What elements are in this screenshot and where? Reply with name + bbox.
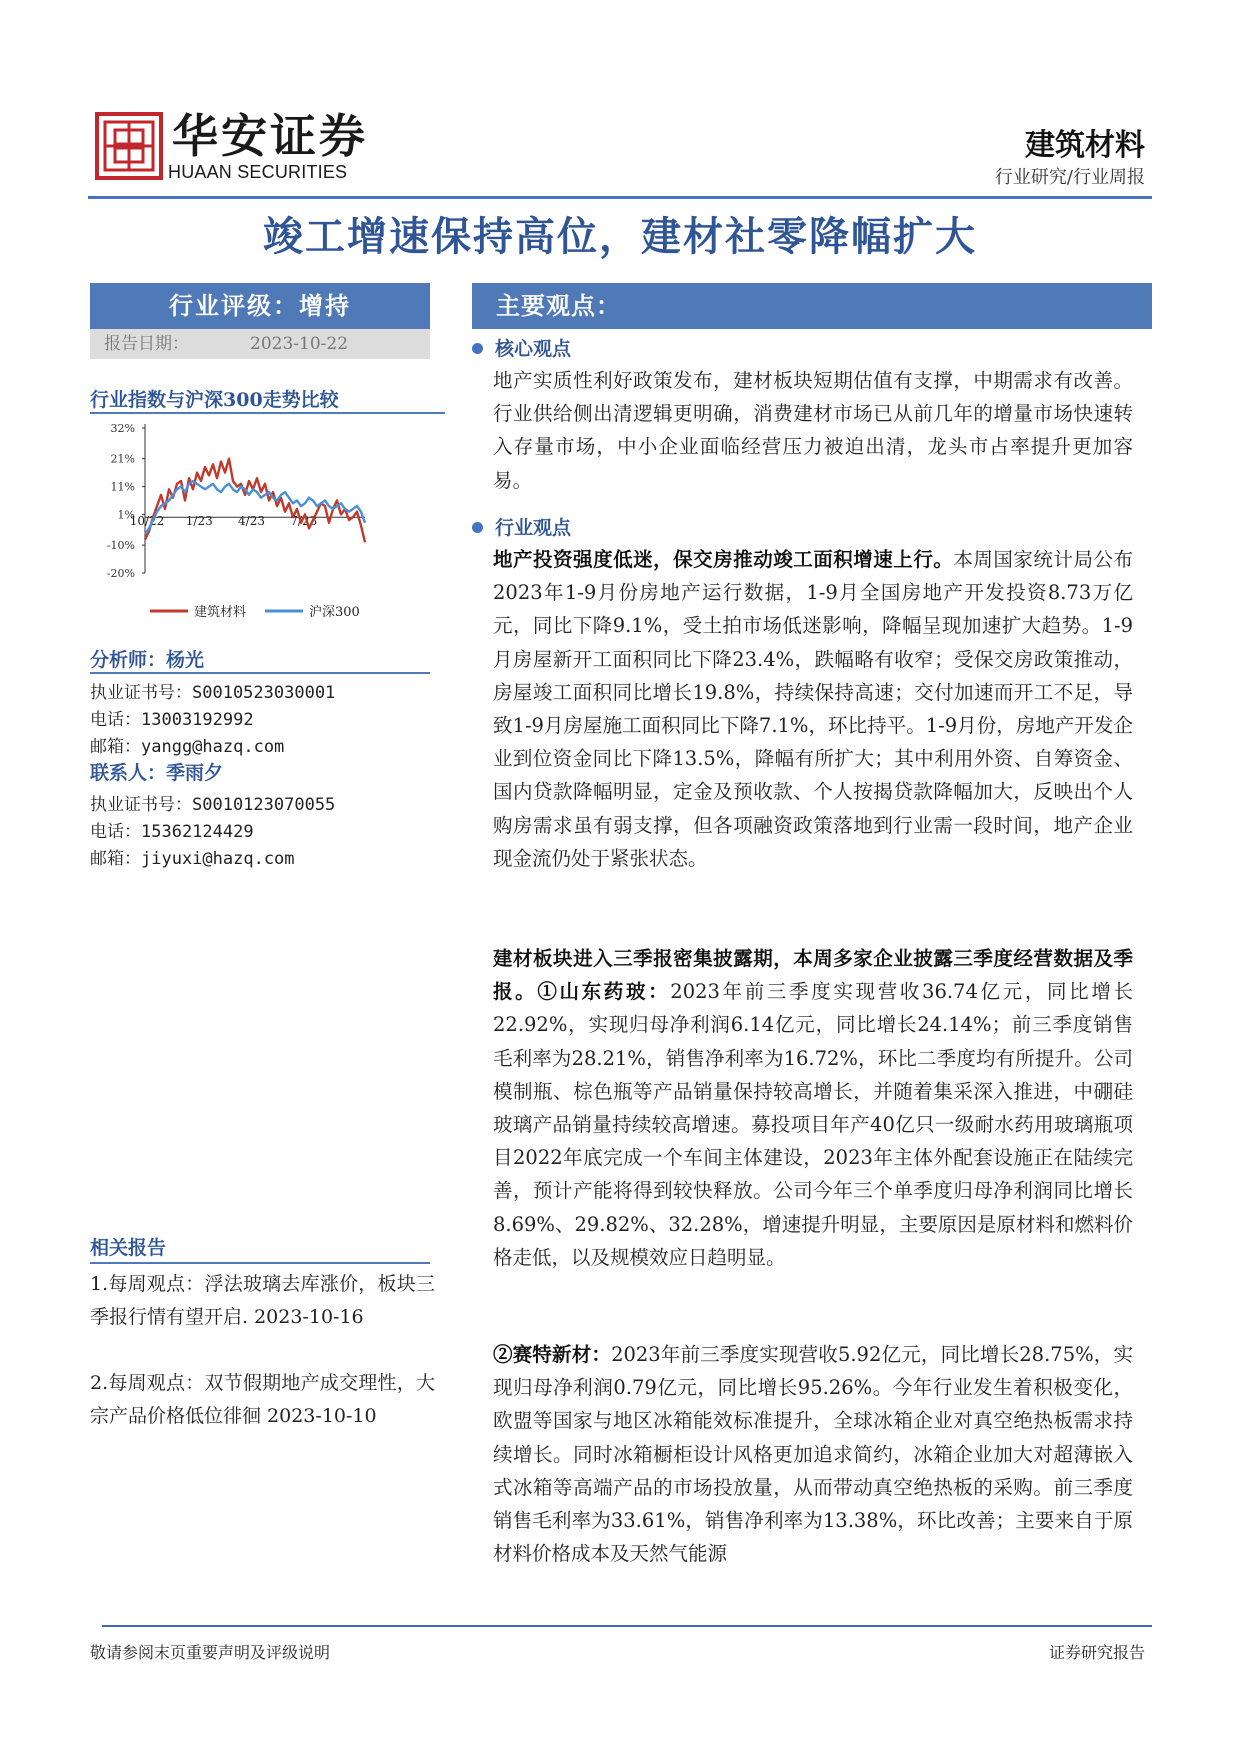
industry-view-heading: [472, 513, 571, 540]
industry-paragraph-3: [493, 1338, 1133, 1570]
core-view-heading: [472, 334, 571, 361]
related-divider: [90, 1262, 430, 1264]
contact-email[interactable]: 邮箱：jiyuxi@hazq.com: [90, 849, 295, 869]
report-type: 行业研究/行业周报: [994, 167, 1145, 188]
core-view-label: 核心观点: [495, 338, 572, 360]
chart-legend-label: 建筑材料: [194, 605, 247, 620]
paragraph-3-lead: ②赛特新材：: [493, 1343, 612, 1366]
paragraph-3-body: 2023年前三季度实现营收5.92亿元，同比增长28.75%，实现归母净利润0.79亿元，同比增长95.26%。今年行业发生着积极变化，欧盟等国家与地区冰箱能效标准提升，全球冰箱企业对真空绝热板需求持续增长。同时冰箱橱柜设计风格更加追求简约，冰箱企业加大对超薄嵌入式冰箱等高端产品的市场投放量，从而带动真空绝热板的采购。前三季度销售毛利率为33.61%，销售净利率为13.38%，环比改善；主要来自于原材料价格成本及天然气能源: [493, 1343, 1133, 1566]
paragraph-2-lead: 建材板块进入三季报密集披露期，本周多家企业披露三季度经营数据及季报。①山东药玻：: [493, 947, 1133, 1004]
contact-phone: 电话：15362124429: [90, 822, 254, 842]
bullet-icon: [472, 522, 483, 533]
bullet-icon: [472, 343, 483, 354]
logo-chinese: 华安证券: [172, 109, 368, 163]
related-report-item[interactable]: 1.每周观点：浮法玻璃去库涨价，板块三季报行情有望开启. 2023-10-16: [90, 1273, 435, 1328]
related-reports-title: 相关报告: [90, 1237, 167, 1259]
chart-y-tick-label: 32%: [110, 422, 135, 435]
paragraph-1-body: 本周国家统计局公布2023年1-9月份房地产运行数据，1-9月全国房地产开发投资8.73万亿元，同比下降9.1%，受土拍市场低迷影响，降幅呈现加速扩大趋势。1-9月房屋新开工面积同比下降23.4%，跌幅略有收窄；受保交房政策推动，房屋竣工面积同比增长19.8%，持续保持高速；交付加速而开工不足，导致1-9月房屋施工面积同比下降7.1%，环比持平。1-9月份，房地产开发企业到位资金同比下降13.5%，降幅有所扩大；其中利用外资、自筹资金、国内贷款降幅明显，定金及预收款、个人按揭贷款降幅加大，反映出个人购房需求虽有弱支撑，但各项融资政策落地到行业需一段时间，地产企业现金流仍处于紧张状态。: [493, 548, 1133, 870]
chart-y-tick-label: -10%: [106, 539, 135, 553]
footer-disclaimer: 敬请参阅末页重要声明及评级说明: [90, 1643, 331, 1662]
industry-rating: 行业评级：增持: [90, 283, 430, 329]
contact-title: 联系人：季雨夕: [90, 762, 224, 784]
page-title: 竣工增速保持高位，建材社零降幅扩大: [263, 213, 977, 260]
chart-y-tick-label: -20%: [106, 567, 135, 580]
analyst-divider: [90, 672, 430, 674]
chart-y-tick-label: 1%: [117, 508, 135, 522]
analyst-cert: 执业证书号：S0010523030001: [90, 683, 336, 703]
chart-legend-label: 沪深300: [309, 605, 360, 620]
analyst-title: 分析师：杨光: [90, 649, 205, 671]
paragraph-1-lead: 地产投资强度低迷，保交房推动竣工面积增速上行。: [493, 548, 954, 571]
report-date-label: 报告日期：: [104, 334, 189, 354]
chart-y-tick-label: 21%: [110, 452, 135, 466]
chart-x-tick-label: 1/23: [185, 514, 213, 529]
industry-paragraph-1: [493, 543, 1133, 875]
industry-view-label: 行业观点: [495, 517, 572, 539]
industry-paragraph-2: [493, 942, 1133, 1274]
footer-divider: [102, 1625, 1152, 1627]
chart-y-tick-label: 11%: [110, 480, 135, 494]
chart-x-tick-label: 7/23: [290, 514, 318, 529]
main-points-header: 主要观点：: [472, 283, 1152, 329]
paragraph-2-body: 2023年前三季度实现营收36.74亿元，同比增长22.92%，实现归母净利润6.14亿元，同比增长24.14%；前三季度销售毛利率为28.21%，销售净利率为16.72%，环比二季度均有所提升。公司模制瓶、棕色瓶等产品销量保持较高增长，并随着集采深入推进，中硼硅玻璃产品销量持续较高增速。募投项目年产40亿只一级耐水药用玻璃瓶项目2022年底完成一个车间主体建设，2023年主体外配套设施正在陆续完善，预计产能将得到较快释放。公司今年三个单季度归母净利润同比增长8.69%、29.82%、32.28%，增速提升明显，主要原因是原材料和燃料价格走低，以及规模效应日趋明显。: [493, 980, 1133, 1269]
analyst-email[interactable]: 邮箱：yangg@hazq.com: [90, 737, 285, 757]
contact-cert: 执业证书号：S0010123070055: [90, 795, 336, 815]
sector-name: 建筑材料: [1025, 128, 1145, 163]
related-report-item[interactable]: 2.每周观点：双节假期地产成交理性，大宗产品价格低位徘徊 2023-10-10: [90, 1372, 435, 1427]
logo-english: HUAAN SECURITIES: [168, 162, 348, 182]
chart-x-tick-label: 10/22: [129, 514, 165, 529]
header-divider: [88, 196, 1152, 199]
core-view-text: 地产实质性利好政策发布，建材板块短期估值有支撑，中期需求有改善。行业供给侧出清逻辑更明确，消费建材市场已从前几年的增量市场快速转入存量市场，中小企业面临经营压力被迫出清，龙头市占率提升更加容易。: [493, 369, 1133, 492]
analyst-phone: 电话：13003192992: [90, 710, 254, 730]
report-date-value: 2023-10-22: [250, 334, 349, 354]
logo-mark: [95, 112, 163, 180]
footer-label: 证券研究报告: [1048, 1643, 1145, 1662]
index-comparison-chart: [90, 418, 450, 633]
chart-divider: [90, 412, 445, 414]
chart-title: 行业指数与沪深300走势比较: [90, 389, 339, 411]
chart-x-tick-label: 4/23: [238, 514, 265, 529]
chart-series-line-building-materials: [145, 459, 365, 543]
report-date-row: [90, 329, 430, 359]
